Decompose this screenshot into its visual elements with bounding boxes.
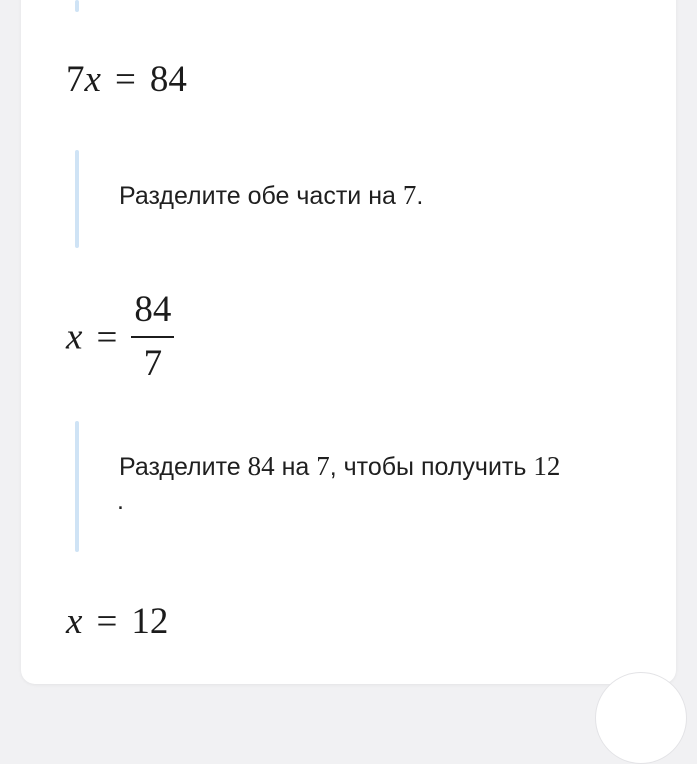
variable: x: [84, 59, 101, 100]
hint-2-number-c: 12: [533, 451, 561, 481]
fraction-denominator: 7: [143, 342, 163, 384]
equals-sign: =: [114, 59, 136, 100]
hint-2-text-b: на: [274, 453, 317, 481]
hint-divider-1: [75, 150, 79, 248]
hint-text-2: [119, 450, 560, 482]
rhs-value: 84: [149, 59, 187, 100]
hint-1-tail: .: [416, 182, 424, 210]
hint-2-period: [117, 486, 124, 516]
floating-button[interactable]: [595, 672, 687, 764]
fraction: [131, 290, 174, 384]
hint-1-number: 7: [402, 180, 417, 210]
hint-1-text: Разделите обе части на: [119, 182, 403, 210]
fraction-numerator: 84: [134, 289, 172, 330]
coefficient: 7: [66, 59, 85, 100]
hint-divider-2: [75, 421, 79, 552]
step-divider-top: [75, 0, 79, 12]
hint-2-text-a: Разделите: [119, 453, 248, 481]
hint-2-number-a: 84: [247, 451, 275, 481]
equation-step-3: [66, 603, 168, 640]
hint-2-tail: .: [117, 487, 124, 515]
equation-step-2: [66, 290, 174, 384]
fraction-bar: [131, 336, 174, 338]
hint-2-text-c: , чтобы получить: [329, 453, 534, 481]
equals-sign: =: [96, 601, 118, 642]
equals-sign: =: [96, 316, 118, 358]
rhs-value: 12: [131, 601, 169, 642]
variable: x: [66, 601, 83, 642]
hint-text-1: [119, 179, 423, 211]
equation-step-1: [66, 61, 187, 98]
hint-2-number-b: 7: [316, 451, 330, 481]
variable: x: [66, 316, 83, 358]
